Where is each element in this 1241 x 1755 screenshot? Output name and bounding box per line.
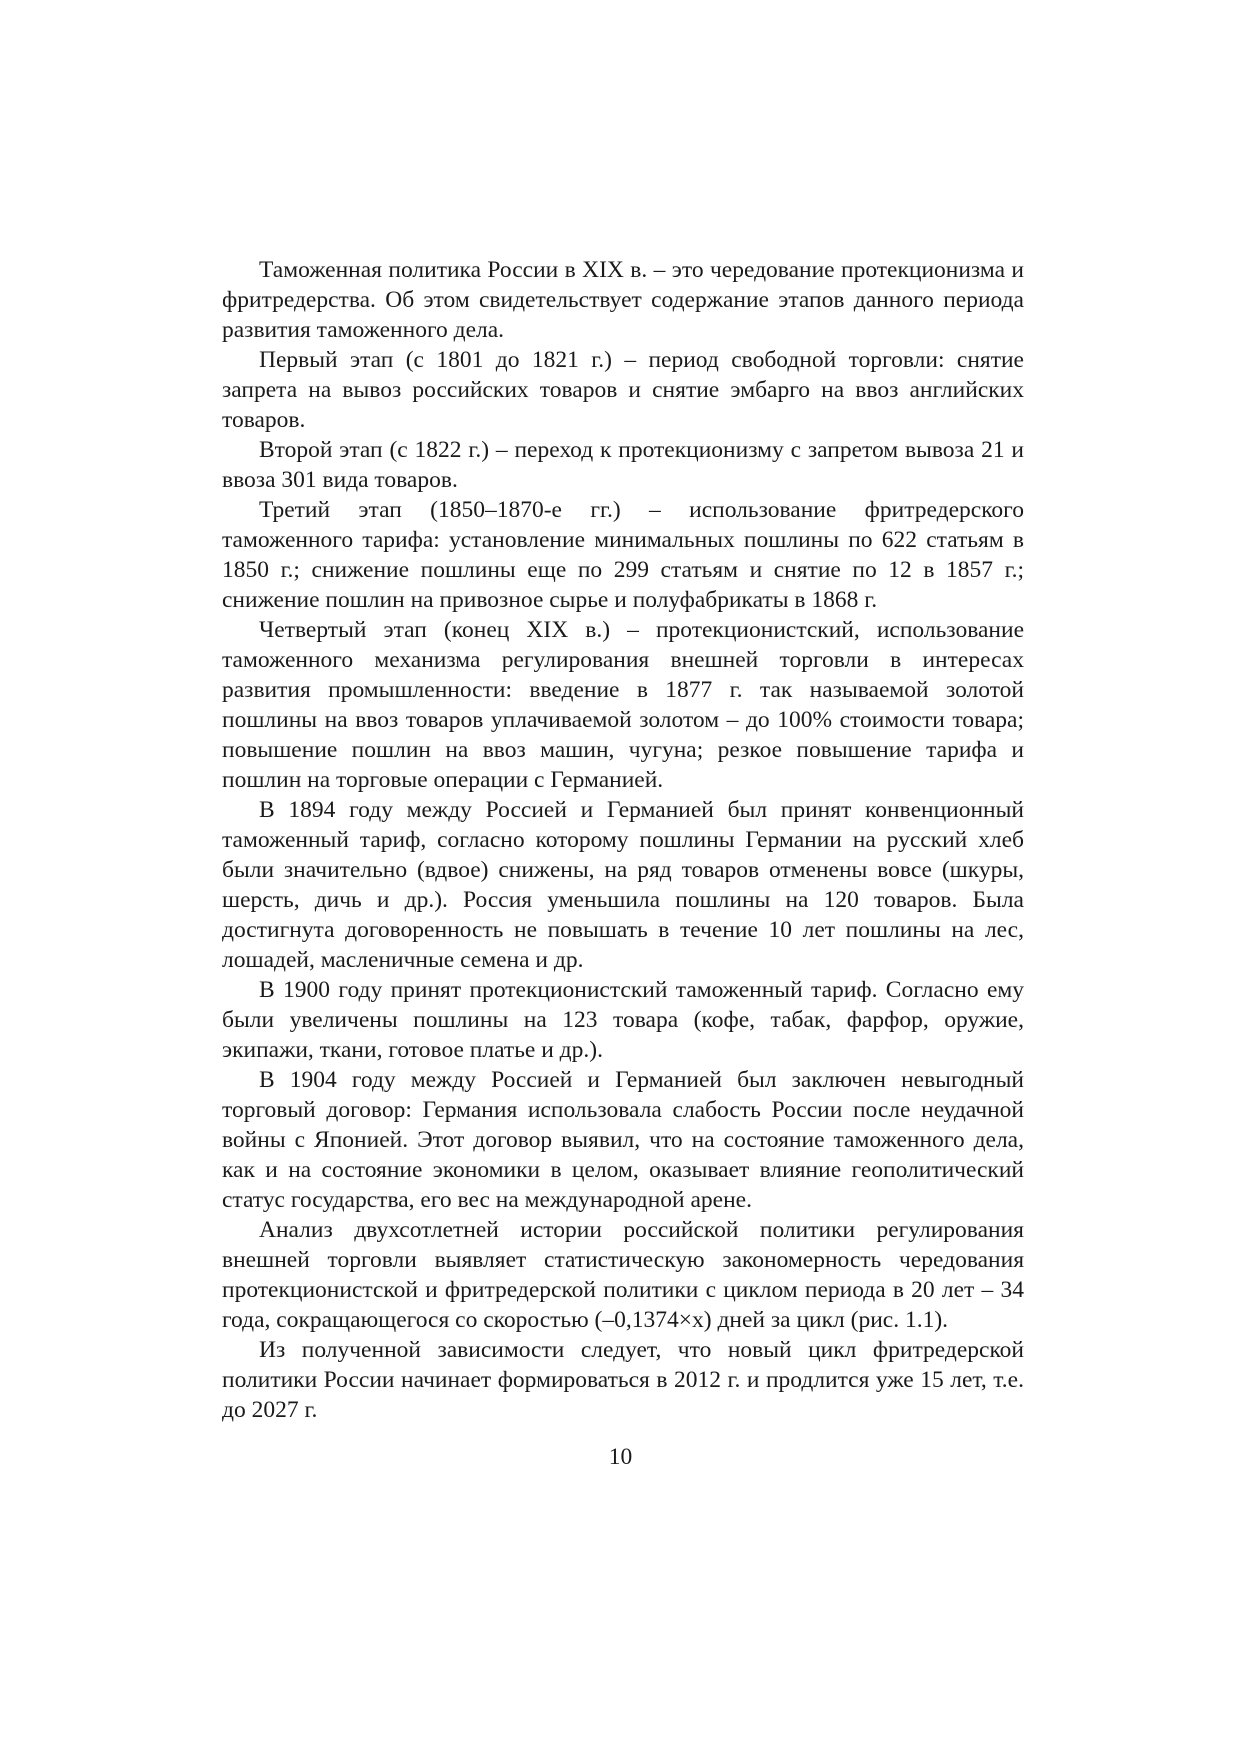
- paragraph-1900: В 1900 году принят протекционистский таможенный тариф. Согласно ему были увеличены пошлины на 123 товара (кофе, табак, фарфор, оружие, экипажи, ткани, готовое платье и др.).: [222, 977, 1024, 1063]
- paragraph-conclusion: Из полученной зависимости следует, что новый цикл фритредерской политики России начинает формироваться в 2012 г. и продлится уже 15 лет, т.е. до 2027 г.: [222, 1337, 1024, 1423]
- paragraph-1894: В 1894 году между Россией и Германией был принят конвенционный таможенный тариф, согласно которому пошлины Германии на русский хлеб были значительно (вдвое) снижены, на ряд товаров отменены вовсе (шкуры, шерсть, дичь и др.). Россия уменьшила пошлины на 120 товаров. Была достигнута договоренность не повышать в течение 10 лет пошлины на лес, лошадей, масленичные семена и др.: [222, 797, 1024, 973]
- paragraph-stage-1: Первый этап (с 1801 до 1821 г.) – период свободной торговли: снятие запрета на вывоз российских товаров и снятие эмбарго на ввоз английских товаров.: [222, 347, 1024, 433]
- paragraph-stage-2: Второй этап (с 1822 г.) – переход к протекционизму с запретом вывоза 21 и ввоза 301 вида товаров.: [222, 437, 1024, 493]
- paragraph-analysis: Анализ двухсотлетней истории российской политики регулирования внешней торговли выявляет статистическую закономерность чередования протекционистской и фритредерской политики с циклом периода в 20 лет – 34 года, сокращающегося со скоростью (–0,1374×x) дней за цикл (рис. 1.1).: [222, 1217, 1024, 1333]
- page-number: 10: [608, 1444, 633, 1470]
- paragraph-stage-4: Четвертый этап (конец XIX в.) – протекционистский, использование таможенного механизма регулирования внешней торговли в интересах развития промышленности: введение в 1877 г. так называемой золотой пошлины на ввоз товаров уплачиваемой золотом – до 100% стоимости товара; повышение пошлин на ввоз машин, чугуна; резкое повышение тарифа и пошлин на торговые операции с Германией.: [222, 617, 1024, 793]
- body-text: [222, 255, 1024, 1425]
- paragraph-1904: В 1904 году между Россией и Германией был заключен невыгодный торговый договор: Германия использовала слабость России после неудачной войны с Японией. Этот договор выявил, что на состояние таможенного дела, как и на состояние экономики в целом, оказывает влияние геополитический статус государства, его вес на международной арене.: [222, 1067, 1024, 1213]
- paragraph-stage-3: Третий этап (1850–1870-е гг.) – использование фритредерского таможенного тарифа: установление минимальных пошлины по 622 статьям в 1850 г.; снижение пошлины еще по 299 статьям и снятие по 12 в 1857 г.; снижение пошлин на привозное сырье и полуфабрикаты в 1868 г.: [222, 497, 1024, 613]
- paragraph-intro: Таможенная политика России в XIX в. – это чередование протекционизма и фритредерства. Об этом свидетельствует содержание этапов данного периода развития таможенного дела.: [222, 257, 1024, 343]
